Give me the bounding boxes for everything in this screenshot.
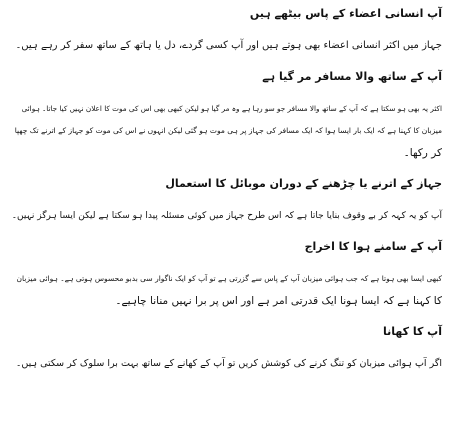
paragraph-line: اگر آپ ہوائی میزبان کو تنگ کرنے کی کوشش کریں تو آپ کے کھانے کے ساتھ بہت برا سلوک کر سکتی ہیں۔ (15, 358, 442, 369)
section-paragraph (8, 35, 442, 57)
section-heading: آپ انسانی اعضاء کے پاس بیٹھے ہیں (249, 7, 442, 20)
section-heading: آپ کے ساتھ والا مسافر مر گیا ہے (262, 70, 442, 83)
section-paragraph (8, 205, 442, 227)
section-mobile-use (8, 176, 442, 227)
section-paragraph (8, 268, 442, 312)
paragraph-line: جہاز میں اکثر انسانی اعضاء بھی ہوتے ہیں اور آپ کسی گردے، دل یا ہاتھ کے ساتھ سفر کر رہے ہیں۔ (15, 40, 442, 51)
section-paragraph (8, 353, 442, 375)
paragraph-line: میزبان کا کہنا ہے کہ ایک بار ایسا ہوا کہ ایک مسافر کی جہاز پر ہی موت ہو گئی لیکن انہوں نے اس کی موت کو جہاز کے اترنے تک چھپا (14, 126, 442, 135)
paragraph-line: کر رکھا۔ (403, 147, 442, 159)
section-heading: آپ کا کھانا (382, 325, 442, 338)
section-air-release (8, 239, 442, 312)
paragraph-line: کا کہنا ہے کہ ایسا ہونا ایک قدرتی امر ہے اور اس پر برا نہیں منانا چاہیے۔ (115, 295, 442, 307)
section-your-food (8, 324, 442, 375)
paragraph-line: کبھی ایسا بھی ہوتا ہے کہ جب ہوائی میزبان آپ کے پاس سے گزرتی ہے تو آپ کو ایک ناگوار سی بدبو محسوس ہوتی ہے۔ ہوائی میزبان (16, 274, 442, 283)
section-dead-passenger (8, 69, 442, 164)
section-heading: آپ کے سامنے ہوا کا اخراج (304, 240, 442, 253)
paragraph-line: اکثر یہ بھی ہو سکتا ہے کہ آپ کے ساتھ والا مسافر جو سو رہا ہے وہ مر گیا ہو لیکن کبھی بھی اس کی موت کا اعلان نہیں کیا جاتا۔ ہوائی (21, 104, 442, 113)
section-heading: جہاز کے اترنے یا چڑھنے کے دوران موبائل کا استعمال (165, 177, 442, 190)
section-human-organs (8, 6, 442, 57)
paragraph-line: آپ کو یہ کہہ کر بے وقوف بنایا جاتا ہے کہ اس طرح جہاز میں کوئی مسئلہ پیدا ہو سکتا ہے لیکن ایسا ہرگز نہیں۔ (11, 211, 442, 221)
section-paragraph (8, 98, 442, 164)
